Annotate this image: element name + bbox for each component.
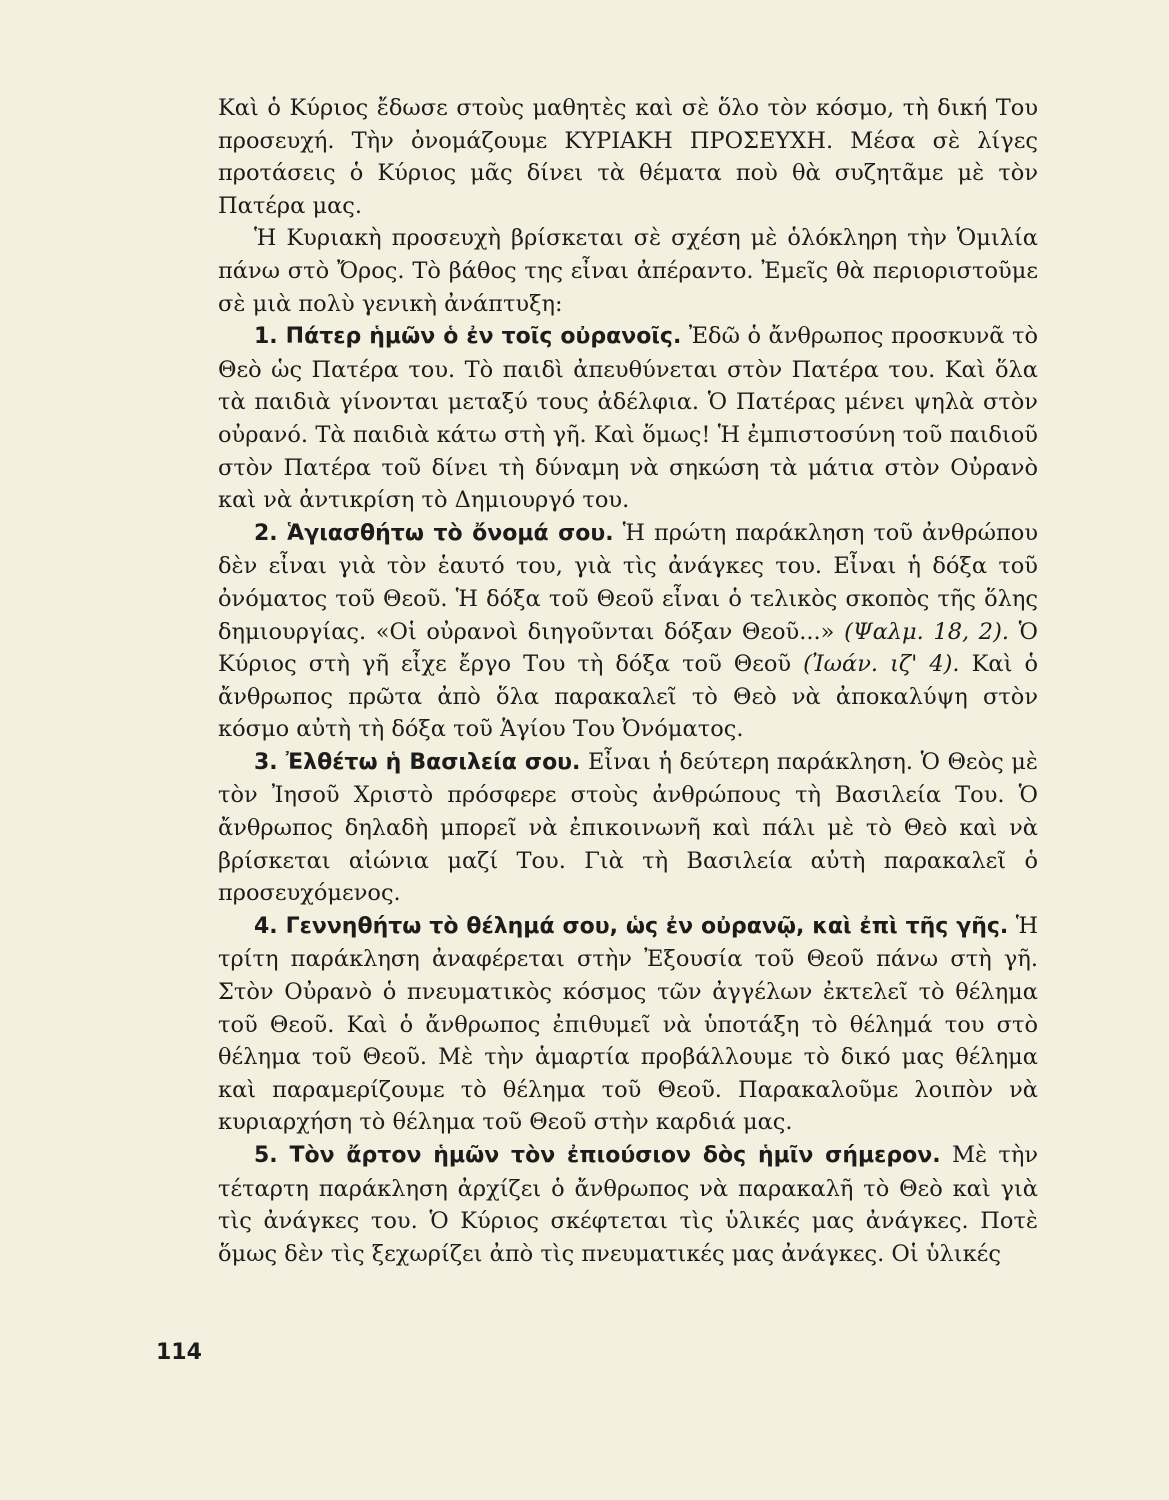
paragraph-petition-1 <box>218 320 1038 517</box>
petition-2-body-b: Ὁ Κύριος στὴ γῆ εἶχε ἔργο Του τὴ δόξα τοῦ Θεοῦ <box>218 618 1038 678</box>
paragraph-petition-4 <box>218 910 1038 1139</box>
paragraph-petition-3 <box>218 746 1038 910</box>
petition-2-body-a: Ἡ πρώτη παράκληση τοῦ ἀνθρώπου δὲν εἶναι γιὰ τὸν ἑαυτό του, γιὰ τὶς ἀνάγκες του. Εἶναι ἡ δόξα τοῦ ὀνόματος τοῦ Θεοῦ. Ἡ δόξα τοῦ Θεοῦ εἶναι ὁ τελικὸς σκοπὸς τῆς ὅλης δημιουργίας. «Οἱ οὐρανοὶ διηγοῦνται δόξαν Θεοῦ...» <box>218 519 1038 645</box>
paragraph-petition-2 <box>218 517 1038 746</box>
petition-4-body: Ἡ τρίτη παράκληση ἀναφέρεται στὴν Ἐξουσία τοῦ Θεοῦ πάνω στὴ γῆ. Στὸν Οὐρανὸ ὁ πνευματικὸς κόσμος τῶν ἀγγέλων ἐκτελεῖ τὸ θέλημα τοῦ Θεοῦ. Καὶ ὁ ἄνθρωπος ἐπιθυμεῖ νὰ ὑποτάξη τὸ θέλημά του στὸ θέλημα τοῦ Θεοῦ. Μὲ τὴν ἁμαρτία προβάλλουμε τὸ δικό μας θέλημα καὶ παραμερίζουμε τὸ θέλημα τοῦ Θεοῦ. Παρακαλοῦμε λοιπὸν νὰ κυριαρχήση τὸ θέλημα τοῦ Θεοῦ στὴν καρδιά μας. <box>218 912 1039 1136</box>
petition-3-heading: 3. Ἐλθέτω ἡ Βασιλεία σου. <box>254 749 581 775</box>
paragraph-intro <box>218 92 1038 222</box>
petition-2-body-c: Καὶ ὁ ἄνθρωπος πρῶτα ἀπὸ ὅλα παρακαλεῖ τὸ Θεὸ νὰ ἀποκαλύψη στὸν κόσμο αὐτὴ τὴ δόξα τοῦ Ἁγίου Του Ὀνόματος. <box>218 651 1039 743</box>
page-number: 114 <box>156 1340 202 1365</box>
paragraph-context <box>218 222 1038 320</box>
context-text: Ἡ Κυριακὴ προσευχὴ βρίσκεται σὲ σχέση μὲ ὁλόκληρη τὴν Ὁμιλία πάνω στὸ Ὄρος. Τὸ βάθος της εἶναι ἀπέραντο. Ἐμεῖς θὰ περιοριστοῦμε σὲ μιὰ πολὺ γενικὴ ἀνάπτυξη: <box>218 225 1038 317</box>
petition-5-body: Μὲ τὴν τέταρτη παράκληση ἀρχίζει ὁ ἄνθρωπος νὰ παρακαλῆ τὸ Θεὸ καὶ γιὰ τὶς ἀνάγκες του. Ὁ Κύριος σκέφτεται τὶς ὑλικές μας ἀνάγκες. Ποτὲ ὅμως δὲν τὶς ξεχωρίζει ἀπὸ τὶς πνευματικές μας ἀνάγκες. Οἱ ὑλικές <box>218 1142 1038 1267</box>
petition-1-heading: 1. Πάτερ ἡμῶν ὁ ἐν τοῖς οὐρανοῖς. <box>254 324 682 350</box>
paragraph-petition-5 <box>218 1139 1038 1270</box>
john-reference: (Ἰωάν. ιζ' 4). <box>803 651 960 678</box>
petition-4-heading: 4. Γεννηθήτω τὸ θέλημά σου, ὡς ἐν οὐρανῷ, καὶ ἐπὶ τῆς γῆς. <box>254 913 1009 939</box>
intro-text: Καὶ ὁ Κύριος ἔδωσε στοὺς μαθητὲς καὶ σὲ ὅλο τὸν κόσμο, τὴ δική Του προσευχή. Τὴν ὀνομάζουμε ΚΥΡΙΑΚΗ ΠΡΟΣΕΥΧΗ. Μέσα σὲ λίγες προτάσεις ὁ Κύριος μᾶς δίνει τὰ θέματα ποὺ θὰ συζητᾶμε μὲ τὸν Πατέρα μας. <box>218 95 1038 219</box>
petition-2-heading: 2. Ἁγιασθήτω τὸ ὄνομά σου. <box>254 520 614 546</box>
body-text <box>218 92 1038 1270</box>
petition-5-heading: 5. Τὸν ἄρτον ἡμῶν τὸν ἐπιούσιον δὸς ἡμῖν σήμερον. <box>254 1143 941 1168</box>
petition-3-body: Εἶναι ἡ δεύτερη παράκληση. Ὁ Θεὸς μὲ τὸν Ἰησοῦ Χριστὸ πρόσφερε στοὺς ἀνθρώπους τὴ Βασιλεία Του. Ὁ ἄνθρωπος δηλαδὴ μπορεῖ νὰ ἐπικοινωνῆ καὶ πάλι μὲ τὸ Θεὸ καὶ νὰ βρίσκεται αἰώνια μαζί Του. Γιὰ τὴ Βασιλεία αὐτὴ παρακαλεῖ ὁ προσευχόμενος. <box>218 748 1038 907</box>
petition-1-body: Ἐδῶ ὁ ἄνθρωπος προσκυνᾶ τὸ Θεὸ ὡς Πατέρα του. Τὸ παιδὶ ἀπευθύνεται στὸν Πατέρα του. Καὶ ὅλα τὰ παιδιὰ γίνονται μεταξύ τους ἀδέλφια. Ὁ Πατέρας μένει ψηλὰ στὸν οὐρανό. Τὰ παιδιὰ κάτω στὴ γῆ. Καὶ ὅμως! Ἡ ἐμπιστοσύνη τοῦ παιδιοῦ στὸν Πατέρα τοῦ δίνει τὴ δύναμη νὰ σηκώση τὰ μάτια στὸν Οὐρανὸ καὶ νὰ ἀντικρίση τὸ Δημιουργό του. <box>218 323 1038 514</box>
psalm-reference: (Ψαλμ. 18, 2). <box>844 618 1010 645</box>
